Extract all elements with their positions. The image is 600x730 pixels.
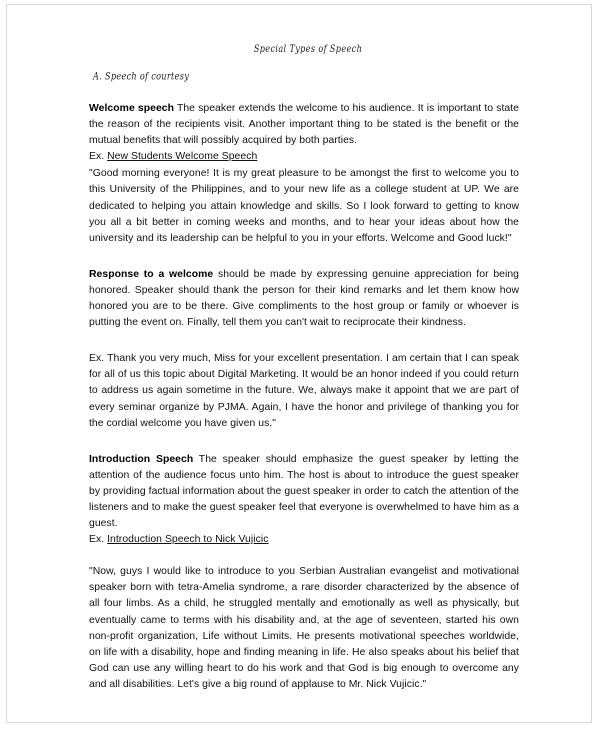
term-introduction-speech: Introduction Speech xyxy=(89,453,194,465)
term-response-to-welcome: Response to a welcome xyxy=(89,268,214,280)
paragraph-introduction-speech-body: The speaker should emphasize the guest speaker by letting the attention of the audience focus unto him. The host is about to introduce the guest speaker by providing factual information about the guest speaker in order to catch the attention of the listeners and to make the guest speaker feel that everyone is overwhelmed to have him as a guest. xyxy=(89,453,519,530)
section-heading: A. Speech of courtesy xyxy=(93,71,190,83)
example-prefix: Ex. xyxy=(89,151,108,163)
paragraph-welcome-speech-body: The speaker extends the welcome to his audience. It is important to state the reason of the recipients visit. Another important thing to be stated is the benefit or the mutual benefits that will possibly acquired by both parties. xyxy=(89,103,519,147)
document-title: Special Types of Speech xyxy=(253,43,363,56)
document-page xyxy=(6,4,592,723)
example-title-new-students: New Students Welcome Speech xyxy=(107,151,258,163)
paragraph-new-students-speech: "Good morning everyone! It is my great pleasure to be amongst the first to welcome you to this University of the Philippines, and to your new life as a college student at UP. We are dedicated to helping you attain knowledge and skills. So I look forward to getting to know you all a bit better in coming weeks and months, and to hear your ideas about how the university and its leadership can be helpful to you in your efforts. Welcome and Good luck!" xyxy=(89,168,519,244)
example-title-nick-vujicic: Introduction Speech to Nick Vujicic xyxy=(107,534,269,546)
example-heading-new-students xyxy=(89,149,519,165)
paragraph-response-to-welcome xyxy=(89,267,519,331)
paragraph-example-thank-you: Ex. Thank you very much, Miss for your excellent presentation. I am certain that I can speak for all of us this topic about Digital Marketing. It would be an honor indeed if you could return to address us again sometime in the future. We, always make it appoint that we are part of every seminar organize by PJMA. Again, I have the honor and privilege of thanking you for the cordial welcome you have given us." xyxy=(89,353,519,429)
paragraph-introduction-speech xyxy=(89,452,519,532)
paragraph-nick-vujicic-speech: "Now, guys I would like to introduce to you Serbian Australian evangelist and motivational speaker born with tetra-Amelia syndrome, a rare disorder characterized by the absence of all four limbs. As a child, he struggled mentally and emotionally as well as physically, but eventually came to terms with his disability and, at the age of seventeen, started his own non-profit organization, Life without Limits. He presents motivational speeches worldwide, on life with a disability, hope and finding meaning in life. He also speaks about his belief that God can use any willing heart to do his work and that God is big enough to overcome any and all disabilities. Let's give a big round of applause to Mr. Nick Vujicic." xyxy=(89,566,519,690)
term-welcome-speech: Welcome speech xyxy=(89,103,175,114)
paragraph-response-to-welcome-body: should be made by expressing genuine appreciation for being honored. Speaker should thank the person for their kind remarks and let them know how honored you are to be there. Give compliments to the host group or family or whoever is putting the event on. Finally, tell them you can't wait to reciprocate their kindness. xyxy=(89,268,519,329)
example-prefix: Ex. xyxy=(89,534,108,546)
example-heading-nick-vujicic xyxy=(89,532,519,548)
document-content xyxy=(89,43,519,693)
paragraph-welcome-speech xyxy=(89,101,519,149)
